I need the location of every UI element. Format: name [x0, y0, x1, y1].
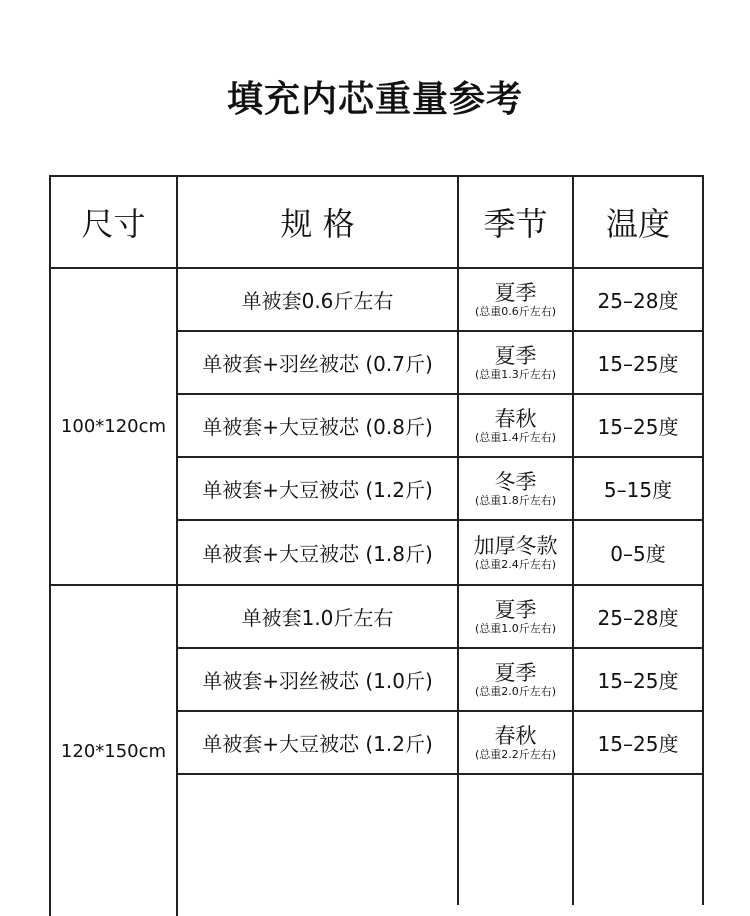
header-spec: 规 格 [178, 177, 459, 269]
size-cell: 100*120cm [51, 269, 178, 586]
spec-cell: 单被套+羽丝被芯 (1.0斤) [178, 649, 459, 712]
season-label: 夏季 [494, 660, 537, 685]
season-cell [459, 521, 574, 586]
spec-cell: 单被套+大豆被芯 (1.2斤) [178, 712, 459, 775]
temp-cell: 15–25度 [574, 649, 704, 712]
temp-cell: 15–25度 [574, 332, 704, 395]
spec-cell: 单被套0.6斤左右 [178, 269, 459, 332]
season-cell [459, 269, 574, 332]
season-label: 夏季 [494, 343, 537, 368]
table-row-partial [178, 775, 704, 905]
season-cell [459, 586, 574, 649]
header-season: 季节 [459, 177, 574, 269]
table-header-row [51, 177, 704, 269]
spec-cell: 单被套+大豆被芯 (0.8斤) [178, 395, 459, 458]
weight-note: (总重1.8斤左右) [474, 493, 557, 507]
season-cell [459, 649, 574, 712]
season-cell [459, 712, 574, 775]
table-row [178, 649, 704, 712]
table-row [178, 586, 704, 649]
weight-note: (总重0.6斤左右) [474, 304, 557, 318]
temp-cell: 25–28度 [574, 586, 704, 649]
page-title: 填充内芯重量参考 [226, 79, 523, 120]
season-cell [459, 332, 574, 395]
table-row [178, 712, 704, 775]
weight-note: (总重2.0斤左右) [474, 684, 557, 698]
size-group [51, 586, 704, 916]
temp-cell: 5–15度 [574, 458, 704, 521]
spec-cell: 单被套+羽丝被芯 (0.7斤) [178, 332, 459, 395]
weight-note: (总重2.2斤左右) [474, 747, 557, 761]
spec-cell: 单被套+大豆被芯 (1.2斤) [178, 458, 459, 521]
season-label: 夏季 [494, 280, 537, 305]
spec-cell [178, 775, 459, 905]
table-row [178, 395, 704, 458]
table-row [178, 521, 704, 586]
season-label: 冬季 [494, 469, 537, 494]
header-temp: 温度 [574, 177, 704, 269]
season-label: 春秋 [494, 406, 537, 431]
size-group [51, 269, 704, 586]
weight-note: (总重1.4斤左右) [474, 430, 557, 444]
weight-reference-table [49, 175, 704, 916]
header-size: 尺寸 [51, 177, 178, 269]
size-cell: 120*150cm [51, 586, 178, 916]
season-label: 加厚冬款 [473, 533, 558, 558]
table-row [178, 332, 704, 395]
temp-cell: 0–5度 [574, 521, 704, 586]
season-label: 春秋 [494, 723, 537, 748]
temp-cell: 15–25度 [574, 712, 704, 775]
spec-cell: 单被套+大豆被芯 (1.8斤) [178, 521, 459, 586]
season-cell [459, 395, 574, 458]
season-cell [459, 775, 574, 905]
weight-note: (总重1.0斤左右) [474, 621, 557, 635]
temp-cell: 15–25度 [574, 395, 704, 458]
season-cell [459, 458, 574, 521]
temp-cell [574, 775, 704, 905]
table-row [178, 458, 704, 521]
table-row [178, 269, 704, 332]
weight-note: (总重2.4斤左右) [474, 557, 557, 571]
season-label: 夏季 [494, 597, 537, 622]
spec-cell: 单被套1.0斤左右 [178, 586, 459, 649]
weight-note: (总重1.3斤左右) [474, 367, 557, 381]
temp-cell: 25–28度 [574, 269, 704, 332]
